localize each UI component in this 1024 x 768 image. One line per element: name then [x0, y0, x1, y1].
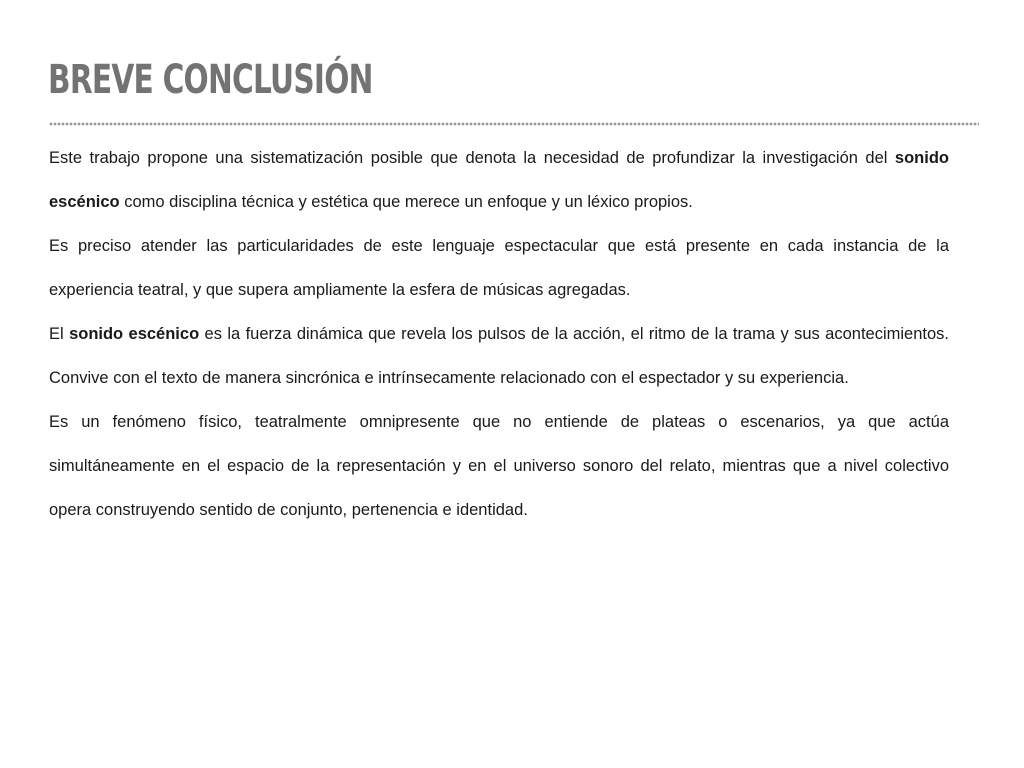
- paragraph: [49, 400, 949, 532]
- slide-title: BREVE CONCLUSIÓN: [48, 57, 373, 103]
- paragraph: [49, 312, 949, 400]
- dotted-divider: [49, 122, 979, 126]
- paragraph-text: Es un fenómeno físico, teatralmente omnipresente que no entiende de plateas o escenarios, ya que actúa simultáneamente en el espacio de la representación y en el universo sonoro del relato, mientras que a nivel colectivo opera construyendo sentido de conjunto, pertenencia e identidad.: [49, 413, 949, 519]
- paragraph: [49, 224, 949, 312]
- paragraph-text: El: [49, 325, 70, 343]
- paragraph: [49, 136, 949, 224]
- paragraph-text: es la fuerza dinámica que revela los pulsos de la acción, el ritmo de la trama y sus acontecimientos. Convive con el texto de manera sincrónica e intrínsecamente relacionado con el espectador y su experiencia.: [49, 325, 949, 387]
- paragraph-text: como disciplina técnica y estética que merece un enfoque y un léxico propios.: [119, 193, 693, 211]
- paragraph-text: Es preciso atender las particularidades de este lenguaje espectacular que está presente en cada instancia de la experiencia teatral, y que supera ampliamente la esfera de músicas agregadas.: [49, 237, 949, 299]
- emphasis-text: sonido escénico: [69, 325, 200, 343]
- paragraph-text: Este trabajo propone una sistematización posible que denota la necesidad de profundizar la investigación del: [49, 149, 895, 167]
- slide-body: [49, 136, 949, 532]
- emphasis-text: sonido escénico: [49, 149, 949, 211]
